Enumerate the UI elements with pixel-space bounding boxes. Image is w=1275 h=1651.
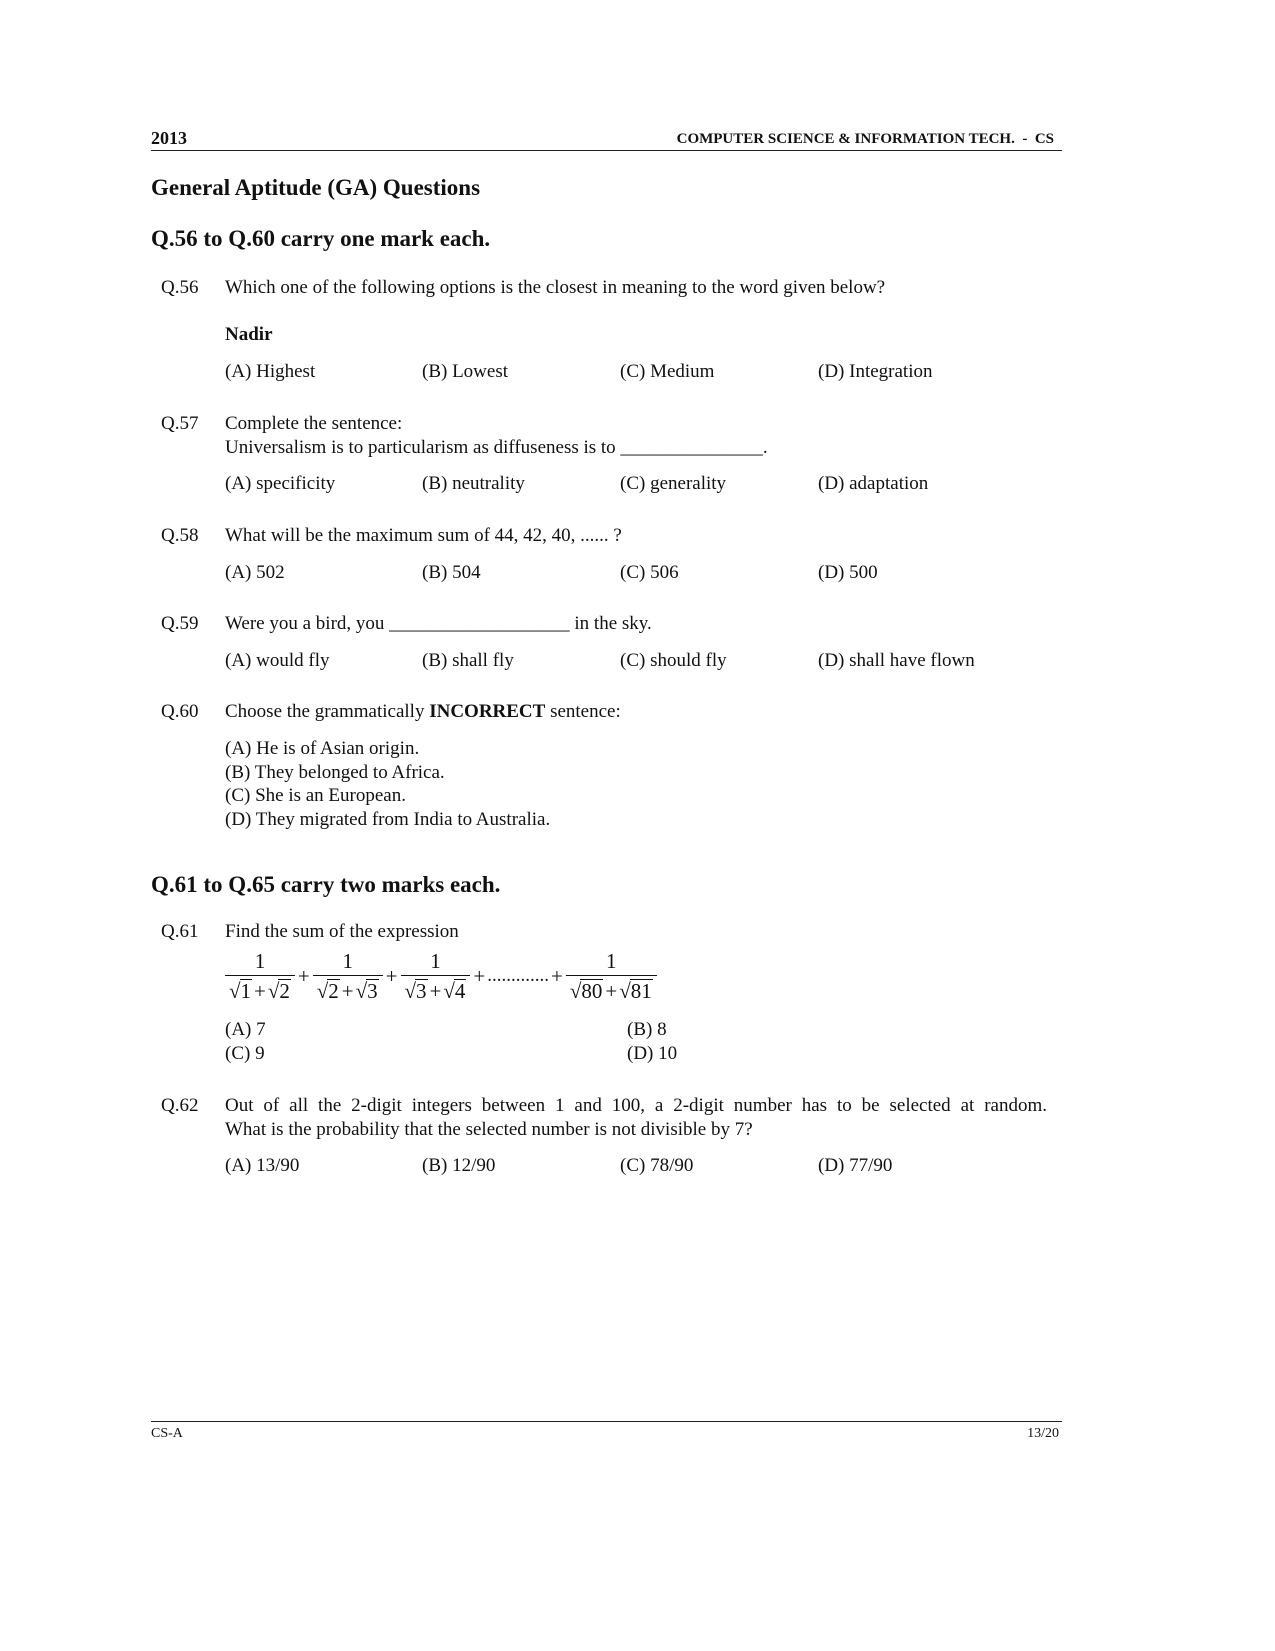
q62-line2: What is the probability that the selected number is not divisible by 7? <box>225 1119 753 1140</box>
header-rule <box>151 150 1062 151</box>
q60-text-bold: INCORRECT <box>429 701 546 722</box>
q57-option-d: (D) adaptation <box>818 473 929 494</box>
q61-term-4-radicand-a: 80 <box>581 978 603 1003</box>
q59-number: Q.59 <box>161 613 199 634</box>
header-year: 2013 <box>151 128 187 148</box>
q57-line1: Complete the sentence: <box>225 413 403 434</box>
q61-option-d: (D) 10 <box>627 1043 678 1064</box>
part1-title: Q.56 to Q.60 carry one mark each. <box>151 226 491 251</box>
section-title: General Aptitude (GA) Questions <box>151 175 481 200</box>
part2-title: Q.61 to Q.65 carry two marks each. <box>151 872 501 897</box>
q61-ellipsis: ............. <box>487 965 549 986</box>
q56-number: Q.56 <box>161 277 199 298</box>
q61-plus-1: + <box>297 963 310 988</box>
q56-text: Which one of the following options is the closest in meaning to the word given below? <box>225 277 886 298</box>
q60-option-b: (B) They belonged to Africa. <box>225 762 445 783</box>
q61-plus-3: + <box>473 963 486 988</box>
footer-paper-code: CS-A <box>151 1426 183 1441</box>
q61-term-3-radicand-a: 3 <box>416 978 427 1003</box>
q61-term-4-radicand-b: 81 <box>630 978 652 1003</box>
q61-expression <box>224 946 658 1006</box>
q59-option-d: (D) shall have flown <box>818 650 975 671</box>
q61-term-2-radicand-b: 3 <box>367 978 378 1003</box>
footer-page-number: 13/20 <box>1027 1426 1059 1441</box>
q61-term-3-radicand-b: 4 <box>454 978 466 1003</box>
q61-term-2: $\frac{1}{√2 +√3}$ <box>313 949 383 1004</box>
q58-option-b: (B) 504 <box>422 562 481 583</box>
q61-term-2-numerator: 1 <box>342 948 353 973</box>
q61-number: Q.61 <box>161 921 199 942</box>
q61-option-c: (C) 9 <box>225 1043 265 1064</box>
q61-term-1-numerator: 1 <box>254 948 266 973</box>
q60-text <box>225 701 621 723</box>
q60-number: Q.60 <box>161 701 199 722</box>
q58-option-d: (D) 500 <box>818 562 878 583</box>
q61-term-1-plus: + <box>254 978 266 1003</box>
q61-term-3-plus: + <box>429 978 442 1003</box>
q61-term-2-radicand-a: 2 <box>328 978 339 1003</box>
q56-word: Nadir <box>225 324 273 345</box>
q57-number: Q.57 <box>161 413 199 434</box>
q56-option-b: (B) Lowest <box>422 361 509 382</box>
q61-text: Find the sum of the expression <box>225 921 459 942</box>
q61-term-1: $\frac{1}{√1 +√2}$ <box>225 949 295 1004</box>
q61-plus-4: + <box>551 963 563 988</box>
q62-option-a: (A) 13/90 <box>225 1155 300 1176</box>
q61-term-4-plus: + <box>605 978 618 1003</box>
footer-rule <box>151 1421 1062 1422</box>
q60-option-d: (D) They migrated from India to Australia. <box>225 809 551 830</box>
q56-option-d: (D) Integration <box>818 361 933 382</box>
q58-option-a: (A) 502 <box>225 562 285 583</box>
q57-option-c: (C) generality <box>620 473 727 494</box>
q61-term-4-numerator: 1 <box>606 948 617 973</box>
q56-option-a: (A) Highest <box>225 361 316 382</box>
q62-option-c: (C) 78/90 <box>620 1155 694 1176</box>
q60-option-a: (A) He is of Asian origin. <box>225 738 420 759</box>
q57-option-b: (B) neutrality <box>422 473 525 494</box>
q61-option-a: (A) 7 <box>225 1019 266 1040</box>
q60-text-before: Choose the grammatically <box>225 701 430 722</box>
q61-term-2-plus: + <box>341 978 354 1003</box>
q61-term-1-radicand-a: 1 <box>240 978 252 1003</box>
q61-term-1-radicand-b: 2 <box>279 978 290 1003</box>
q61-term-4: $\frac{1}{√80 +√81}$ <box>566 949 657 1004</box>
q62-option-d: (D) 77/90 <box>818 1155 893 1176</box>
q61-term-3-numerator: 1 <box>430 948 441 973</box>
q59-option-c: (C) should fly <box>620 650 727 671</box>
q57-option-a: (A) specificity <box>225 473 336 494</box>
q59-option-a: (A) would fly <box>225 650 330 671</box>
q61-option-b: (B) 8 <box>627 1019 667 1040</box>
q59-option-b: (B) shall fly <box>422 650 514 671</box>
q58-text: What will be the maximum sum of 44, 42, 40, ...... ? <box>225 525 622 546</box>
q62-line1: Out of all the 2-digit integers between 1 and 100, a 2-digit number has to be selected at random. <box>225 1095 1047 1116</box>
q61-term-3: $\frac{1}{√3 +√4}$ <box>401 949 471 1004</box>
q61-plus-2: + <box>385 963 398 988</box>
q59-text: Were you a bird, you ___________________ in the sky. <box>225 613 652 634</box>
q56-option-c: (C) Medium <box>620 361 715 382</box>
q62-number: Q.62 <box>161 1095 199 1116</box>
q62-option-b: (B) 12/90 <box>422 1155 496 1176</box>
q57-line2: Universalism is to particularism as diffuseness is to _______________. <box>225 437 768 458</box>
q60-text-after: sentence: <box>545 701 621 722</box>
q60-option-c: (C) She is an European. <box>225 785 406 806</box>
q58-number: Q.58 <box>161 525 199 546</box>
q58-option-c: (C) 506 <box>620 562 679 583</box>
header-subject: COMPUTER SCIENCE & INFORMATION TECH. - CS <box>676 131 1054 147</box>
